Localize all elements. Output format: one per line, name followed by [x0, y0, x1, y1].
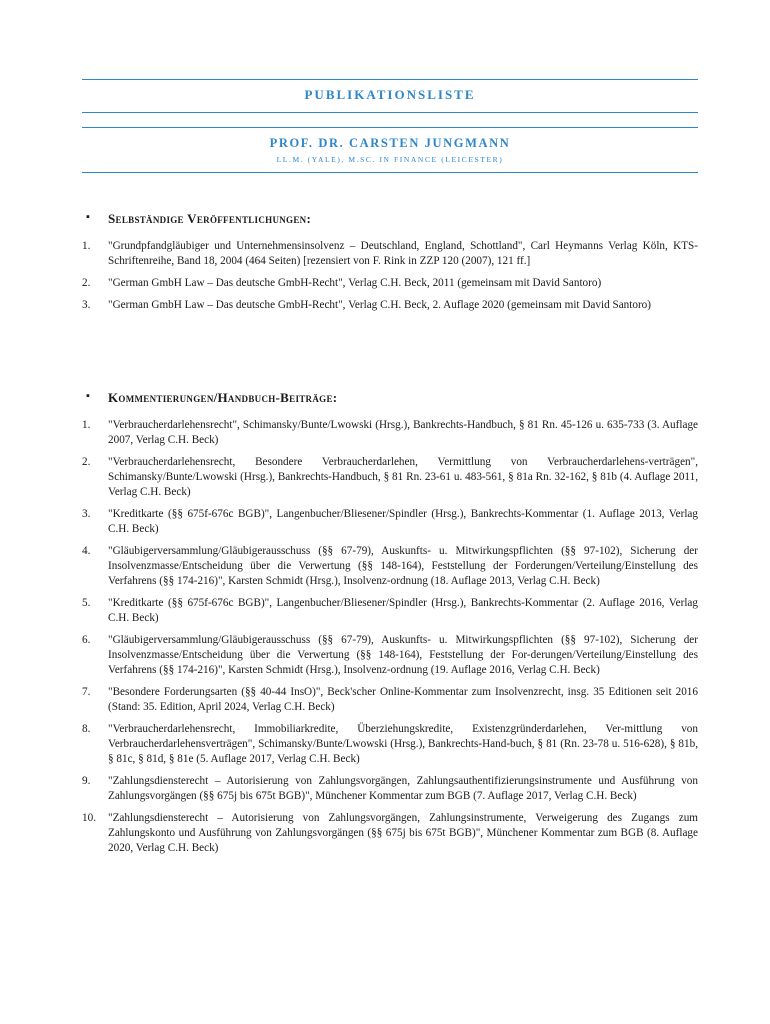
section-heading-label: Kommentierungen/Handbuch-Beiträge:: [108, 390, 338, 405]
bullet-icon: ▪: [86, 390, 90, 402]
item-text: "Kreditkarte (§§ 675f-676c BGB)", Langenbucher/Bliesener/Spindler (Hrsg.), Bankrechts-Kommentar (1. Auflage 2013, Verlag C.H. Beck): [108, 508, 698, 535]
list-item: [82, 418, 698, 448]
item-text: "Verbraucherdarlehensrecht, Besondere Verbraucherdarlehen, Vermittlung von Verbraucherdarlehens-verträgen", Schimansky/Bunte/Lwowski (Hrsg.), Bankrechts-Handbuch, § 81 Rn. 23-61 u. 483-561, § 81a Rn. 32-162, § 81b (4. Auflage 2011, Verlag C.H. Beck): [108, 456, 698, 498]
bullet-icon: ▪: [86, 211, 90, 223]
item-number: 1.: [82, 240, 91, 252]
list-item: [82, 811, 698, 856]
header-rule-bottom: [82, 172, 698, 173]
list-item: [82, 774, 698, 804]
item-number: 3.: [82, 508, 91, 520]
item-text: "Zahlungsdiensterecht – Autorisierung von Zahlungsvorgängen, Zahlungsinstrumente, Verweigerung des Zugangs zum Zahlungskonto und Ausführung von Zahlungsvorgängen (§§ 675j bis 675t BGB)", Münchener Kommentar zum BGB (8. Auflage 2020, Verlag C.H. Beck): [108, 812, 698, 854]
publication-list: [82, 418, 698, 856]
list-item: [82, 455, 698, 500]
document-title: PUBLIKATIONSLISTE: [304, 87, 476, 102]
item-number: 7.: [82, 686, 91, 698]
item-text: "Kreditkarte (§§ 675f-676c BGB)", Langenbucher/Bliesener/Spindler (Hrsg.), Bankrechts-Kommentar (2. Auflage 2016, Verlag C.H. Beck): [108, 597, 698, 624]
item-text: "Zahlungsdiensterecht – Autorisierung von Zahlungsvorgängen, Zahlungsauthentifizierungsinstrumente und Ausführung von Zahlungsvorgängen (§§ 675j bis 675t BGB)", Münchener Kommentar zum BGB (7. Auflage 2017, Verlag C.H. Beck): [108, 775, 698, 802]
list-item: [82, 722, 698, 767]
author-name: PROF. DR. CARSTEN JUNGMANN: [269, 136, 511, 150]
section-commentaries: [82, 390, 698, 863]
section-heading-label: Selbständige Veröffentlichungen:: [108, 211, 312, 226]
item-text: "German GmbH Law – Das deutsche GmbH-Recht", Verlag C.H. Beck, 2011 (gemeinsam mit David Santoro): [108, 277, 602, 289]
item-text: "German GmbH Law – Das deutsche GmbH-Recht", Verlag C.H. Beck, 2. Auflage 2020 (gemeinsam mit David Santoro): [108, 299, 652, 311]
publication-list: [82, 239, 698, 313]
item-number: 2.: [82, 277, 91, 289]
author-degrees: LL.M. (YALE), M.SC. IN FINANCE (LEICESTER): [276, 155, 504, 164]
list-item: [82, 507, 698, 537]
item-text: "Grundpfandgläubiger und Unternehmensinsolvenz – Deutschland, England, Schottland", Carl Heymanns Verlag Köln, KTS-Schriftenreihe, Band 18, 2004 (464 Seiten) [rezensiert von F. Rink in ZZP 120 (2007), 121 ff.]: [108, 240, 698, 267]
list-item: [82, 298, 698, 313]
header-rule-middle-1: [82, 112, 698, 113]
item-number: 10.: [82, 812, 96, 824]
item-number: 6.: [82, 634, 91, 646]
item-number: 5.: [82, 597, 91, 609]
item-number: 4.: [82, 545, 91, 557]
section-heading: [82, 211, 698, 229]
list-item: [82, 596, 698, 626]
list-item: [82, 276, 698, 291]
list-item: [82, 239, 698, 269]
section-monographs: [82, 211, 698, 320]
item-number: 9.: [82, 775, 91, 787]
item-number: 2.: [82, 456, 91, 468]
item-number: 1.: [82, 419, 91, 431]
list-item: [82, 685, 698, 715]
item-text: "Verbraucherdarlehensrecht, Immobiliarkredite, Überziehungskredite, Existenzgründerdarlehen, Ver-mittlung von Verbraucherdarlehensverträgen", Schimansky/Bunte/Lwowski (Hrsg.), Bankrechts-Hand-buch, § 81 (Rn. 23-78 u. 516-628), § 81b, § 81c, § 81d, § 81e (5. Auflage 2017, Verlag C.H. Beck): [108, 723, 698, 765]
item-text: "Besondere Forderungsarten (§§ 40-44 InsO)", Beck'scher Online-Kommentar zum Insolvenzrecht, insg. 35 Editionen seit 2016 (Stand: 35. Edition, April 2024, Verlag C.H. Beck): [108, 686, 698, 713]
list-item: [82, 633, 698, 678]
item-text: "Verbraucherdarlehensrecht", Schimansky/Bunte/Lwowski (Hrsg.), Bankrechts-Handbuch, § 81 Rn. 45-126 u. 635-733 (3. Auflage 2007, Verlag C.H. Beck): [108, 419, 698, 446]
header-rule-top: [82, 79, 698, 80]
item-number: 8.: [82, 723, 91, 735]
list-item: [82, 544, 698, 589]
header-rule-middle-2: [82, 127, 698, 128]
item-text: "Gläubigerversammlung/Gläubigerausschuss (§§ 67-79), Auskunfts- u. Mitwirkungspflichten (§§ 97-102), Sicherung der Insolvenzmasse/Entscheidung über die Verwertung (§§ 148-164), Feststellung der Forderungen/Verteilung/Einstellung des Verfahrens (§§ 174-216)", Karsten Schmidt (Hrsg.), Insolvenz-ordnung (18. Auflage 2013, Verlag C.H. Beck): [108, 545, 698, 587]
item-text: "Gläubigerversammlung/Gläubigerausschuss (§§ 67-79), Auskunfts- u. Mitwirkungspflichten (§§ 97-102), Sicherung der Insolvenzmasse/Entscheidung über die Verwertung (§§ 148-164), Feststellung der For-derungen/Verteilung/Einstellung des Verfahrens (§§ 174-216)", Karsten Schmidt (Hrsg.), Insolvenz-ordnung (19. Auflage 2016, Verlag C.H. Beck): [108, 634, 698, 676]
section-heading: [82, 390, 698, 408]
item-number: 3.: [82, 299, 91, 311]
